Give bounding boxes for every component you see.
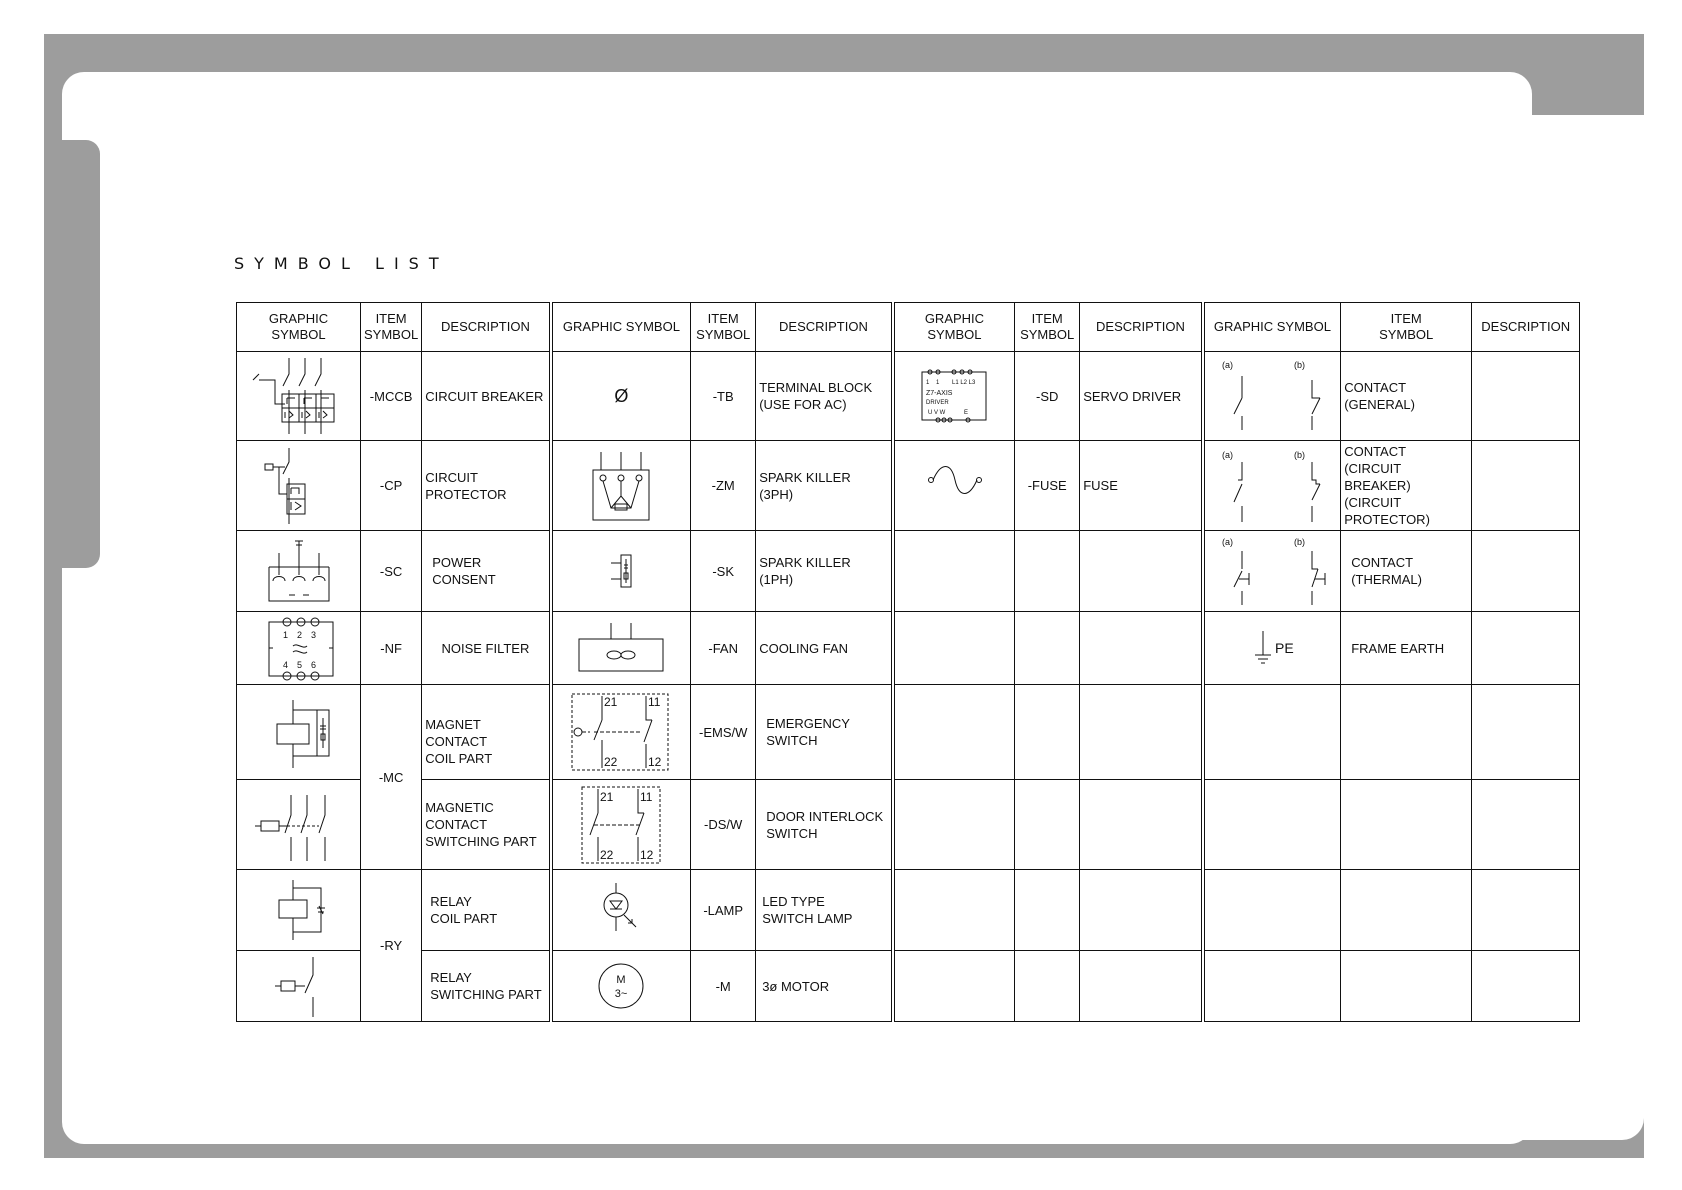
graphic-cell bbox=[551, 352, 691, 441]
description: POWER CONSENT bbox=[422, 531, 551, 612]
description: LED TYPE SWITCH LAMP bbox=[756, 870, 893, 951]
servo-axis-text: Z7-AXIS bbox=[926, 390, 953, 397]
description: CONTACT (GENERAL) bbox=[1341, 352, 1472, 441]
empty-cell bbox=[1015, 531, 1080, 612]
ems-label: 11 bbox=[648, 695, 661, 709]
svg-text:3: 3 bbox=[310, 630, 316, 640]
item-symbol: -SD bbox=[1015, 352, 1080, 441]
graphic-cell bbox=[1203, 352, 1341, 441]
header-graphic-symbol: GRAPHIC SYMBOL bbox=[1203, 303, 1341, 352]
dsw-label: 11 bbox=[640, 789, 653, 804]
spark-killer-1ph-icon bbox=[591, 541, 651, 601]
description: CONTACT (CIRCUIT BREAKER) (CIRCUIT PROTECTOR) bbox=[1341, 441, 1472, 531]
description: EMERGENCY SWITCH bbox=[756, 685, 893, 780]
header-description: DESCRIPTION bbox=[1080, 303, 1203, 352]
graphic-cell bbox=[237, 441, 361, 531]
item-symbol: -EMS/W bbox=[691, 685, 756, 780]
binder-tab bbox=[44, 140, 100, 568]
item-symbol: -NF bbox=[361, 612, 422, 685]
header-item-text: ITEM SYMBOL bbox=[364, 311, 419, 342]
empty-cell bbox=[1472, 352, 1580, 441]
graphic-cell bbox=[551, 441, 691, 531]
contact-thermal-icon bbox=[1212, 533, 1332, 609]
item-symbol: -MCCB bbox=[361, 352, 422, 441]
empty-cell bbox=[1341, 870, 1472, 951]
description: NOISE FILTER bbox=[422, 612, 551, 685]
contact-b-label: (b) bbox=[1294, 360, 1306, 370]
empty-cell bbox=[1203, 685, 1341, 780]
ems-label: 21 bbox=[604, 695, 618, 709]
empty-cell bbox=[1472, 531, 1580, 612]
frame-corner-top-right bbox=[1532, 34, 1644, 116]
magnet-contact-coil-icon bbox=[249, 688, 349, 776]
graphic-cell bbox=[551, 531, 691, 612]
header-graphic-symbol: GRAPHIC SYMBOL bbox=[237, 303, 361, 352]
empty-cell bbox=[1080, 531, 1203, 612]
empty-cell bbox=[1203, 870, 1341, 951]
table-row bbox=[237, 870, 1580, 951]
item-symbol: -FAN bbox=[691, 612, 756, 685]
header-item-symbol bbox=[1341, 303, 1472, 352]
dsw-label: 21 bbox=[600, 789, 614, 804]
empty-cell bbox=[893, 612, 1015, 685]
table-row bbox=[237, 612, 1580, 685]
servo-driver-icon bbox=[914, 364, 994, 428]
item-symbol: -RY bbox=[361, 870, 422, 1022]
graphic-cell bbox=[237, 951, 361, 1022]
graphic-cell bbox=[237, 780, 361, 870]
graphic-cell bbox=[893, 441, 1015, 531]
contact-a-label: (a) bbox=[1222, 537, 1234, 547]
circuit-breaker-icon bbox=[249, 354, 349, 438]
motor-icon bbox=[591, 956, 651, 1016]
item-symbol: -SC bbox=[361, 531, 422, 612]
empty-cell bbox=[893, 780, 1015, 870]
empty-cell bbox=[1015, 685, 1080, 780]
contact-b-label: (b) bbox=[1294, 449, 1306, 460]
header-item-text: ITEM SYMBOL bbox=[1020, 311, 1075, 342]
motor-phase-label: 3~ bbox=[615, 988, 628, 1000]
pe-label: PE bbox=[1275, 640, 1295, 656]
graphic-cell bbox=[237, 870, 361, 951]
graphic-cell bbox=[237, 531, 361, 612]
svg-text:5: 5 bbox=[296, 660, 302, 670]
table-row bbox=[237, 531, 1580, 612]
description: CIRCUIT BREAKER bbox=[422, 352, 551, 441]
header-item-symbol bbox=[691, 303, 756, 352]
table-row bbox=[237, 951, 1580, 1022]
empty-cell bbox=[893, 531, 1015, 612]
page-title: SYMBOL LIST bbox=[234, 254, 449, 273]
led-lamp-icon bbox=[586, 875, 656, 945]
graphic-cell bbox=[1203, 612, 1341, 685]
graphic-cell bbox=[237, 612, 361, 685]
empty-cell bbox=[1015, 612, 1080, 685]
cooling-fan-icon bbox=[571, 619, 671, 677]
servo-e-text: E bbox=[964, 410, 969, 416]
svg-text:4: 4 bbox=[282, 660, 288, 670]
graphic-cell bbox=[237, 352, 361, 441]
circuit-protector-icon bbox=[249, 444, 349, 528]
empty-cell bbox=[1080, 951, 1203, 1022]
header-graphic-symbol: GRAPHIC SYMBOL bbox=[551, 303, 691, 352]
svg-text:1: 1 bbox=[282, 630, 288, 640]
graphic-cell bbox=[551, 870, 691, 951]
item-symbol: -TB bbox=[691, 352, 756, 441]
description: DOOR INTERLOCK SWITCH bbox=[756, 780, 893, 870]
header-item-text: ITEM SYMBOL bbox=[1379, 311, 1434, 342]
table-header-row bbox=[237, 303, 1580, 352]
item-symbol: -MC bbox=[361, 685, 422, 870]
door-interlock-switch-icon bbox=[576, 783, 666, 867]
relay-switching-icon bbox=[249, 953, 349, 1019]
table-row bbox=[237, 685, 1580, 780]
header-item-text: ITEM SYMBOL bbox=[696, 311, 751, 342]
empty-cell bbox=[1341, 685, 1472, 780]
servo-driver-text: DRIVER bbox=[926, 400, 950, 406]
contact-b-label: (b) bbox=[1294, 537, 1306, 547]
header-description: DESCRIPTION bbox=[422, 303, 551, 352]
noise-filter-icon bbox=[249, 614, 349, 682]
contact-a-label: (a) bbox=[1222, 449, 1234, 460]
empty-cell bbox=[1080, 870, 1203, 951]
svg-text:1: 1 bbox=[926, 380, 930, 386]
empty-cell bbox=[893, 685, 1015, 780]
item-symbol: -CP bbox=[361, 441, 422, 531]
table-row bbox=[237, 780, 1580, 870]
description: SERVO DRIVER bbox=[1080, 352, 1203, 441]
empty-cell bbox=[1472, 870, 1580, 951]
description: TERMINAL BLOCK (USE FOR AC) bbox=[756, 352, 893, 441]
item-symbol: -DS/W bbox=[691, 780, 756, 870]
contact-general-icon bbox=[1212, 354, 1332, 438]
power-consent-icon bbox=[249, 535, 349, 607]
symbol-list-table-wrap bbox=[236, 302, 1580, 1022]
svg-text:6: 6 bbox=[310, 660, 316, 670]
graphic-cell bbox=[1203, 531, 1341, 612]
empty-cell bbox=[1472, 441, 1580, 531]
header-item-symbol bbox=[1015, 303, 1080, 352]
symbol-list-table bbox=[236, 302, 1580, 1022]
dsw-label: 22 bbox=[600, 847, 614, 862]
description: RELAY COIL PART bbox=[422, 870, 551, 951]
description: CONTACT (THERMAL) bbox=[1341, 531, 1472, 612]
empty-cell bbox=[1015, 870, 1080, 951]
magnetic-contact-switching-icon bbox=[249, 785, 349, 865]
fuse-icon bbox=[909, 456, 999, 516]
spark-killer-3ph-icon bbox=[581, 446, 661, 526]
graphic-cell bbox=[893, 352, 1015, 441]
ems-label: 22 bbox=[604, 755, 618, 769]
description: COOLING FAN bbox=[756, 612, 893, 685]
contact-a-label: (a) bbox=[1222, 360, 1234, 370]
empty-cell bbox=[893, 870, 1015, 951]
empty-cell bbox=[1472, 685, 1580, 780]
description: SPARK KILLER (3PH) bbox=[756, 441, 893, 531]
description: CIRCUIT PROTECTOR bbox=[422, 441, 551, 531]
svg-text:1: 1 bbox=[936, 380, 940, 386]
item-symbol: -FUSE bbox=[1015, 441, 1080, 531]
emergency-switch-icon bbox=[566, 690, 676, 774]
empty-cell bbox=[1080, 780, 1203, 870]
empty-cell bbox=[1341, 951, 1472, 1022]
graphic-cell bbox=[551, 612, 691, 685]
empty-cell bbox=[1080, 612, 1203, 685]
empty-cell bbox=[1203, 951, 1341, 1022]
graphic-cell bbox=[1203, 441, 1341, 531]
description: SPARK KILLER (1PH) bbox=[756, 531, 893, 612]
empty-cell bbox=[1472, 612, 1580, 685]
contact-circuit-breaker-icon bbox=[1212, 444, 1332, 528]
description: RELAY SWITCHING PART bbox=[422, 951, 551, 1022]
description: MAGNETIC CONTACT SWITCHING PART bbox=[422, 780, 551, 870]
header-graphic-symbol: GRAPHIC SYMBOL bbox=[893, 303, 1015, 352]
graphic-cell bbox=[551, 951, 691, 1022]
table-row bbox=[237, 352, 1580, 441]
item-symbol: -SK bbox=[691, 531, 756, 612]
header-description: DESCRIPTION bbox=[756, 303, 893, 352]
terminal-block-icon: Ø bbox=[614, 385, 629, 406]
graphic-cell bbox=[237, 685, 361, 780]
header-description: DESCRIPTION bbox=[1472, 303, 1580, 352]
empty-cell bbox=[1080, 685, 1203, 780]
frame-earth-icon bbox=[1227, 623, 1317, 673]
empty-cell bbox=[1015, 780, 1080, 870]
ems-label: 12 bbox=[648, 755, 662, 769]
dsw-label: 12 bbox=[640, 847, 654, 862]
motor-m-label: M bbox=[616, 974, 627, 986]
description: FUSE bbox=[1080, 441, 1203, 531]
empty-cell bbox=[1341, 780, 1472, 870]
item-symbol: -M bbox=[691, 951, 756, 1022]
empty-cell bbox=[1015, 951, 1080, 1022]
servo-uvw-text: U V W bbox=[928, 410, 946, 416]
graphic-cell bbox=[551, 780, 691, 870]
empty-cell bbox=[1472, 951, 1580, 1022]
svg-text:2: 2 bbox=[296, 630, 302, 640]
empty-cell bbox=[893, 951, 1015, 1022]
description: MAGNET CONTACT COIL PART bbox=[422, 685, 551, 780]
item-symbol: -ZM bbox=[691, 441, 756, 531]
item-symbol: -LAMP bbox=[691, 870, 756, 951]
header-item-symbol bbox=[361, 303, 422, 352]
empty-cell bbox=[1203, 780, 1341, 870]
description: 3ø MOTOR bbox=[756, 951, 893, 1022]
graphic-cell bbox=[551, 685, 691, 780]
description: FRAME EARTH bbox=[1341, 612, 1472, 685]
relay-coil-icon bbox=[249, 872, 349, 948]
servo-l-text: L1 L2 L3 bbox=[952, 380, 976, 386]
table-row bbox=[237, 441, 1580, 531]
empty-cell bbox=[1472, 780, 1580, 870]
